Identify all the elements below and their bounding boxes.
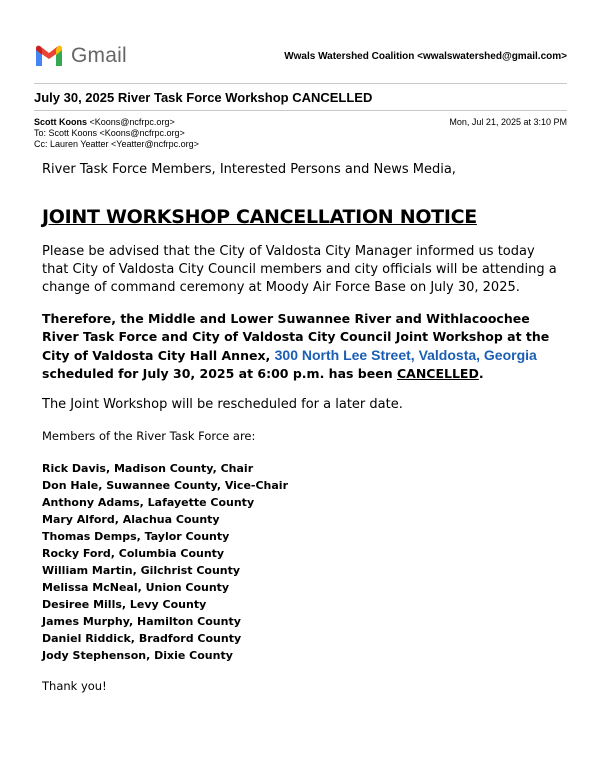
- cancellation-text-2: scheduled for July 30, 2025 at 6:00 p.m. has been: [42, 366, 397, 381]
- cancelled-word: CANCELLED: [396, 366, 479, 381]
- cancellation-period: .: [478, 366, 484, 381]
- cc-line: Cc: Lauren Yeatter <Yeatter@ncfrpc.org>: [34, 139, 199, 149]
- to-line: To: Scott Koons <Koons@ncfrpc.org>: [34, 128, 185, 138]
- cancellation-paragraph: [42, 310, 562, 383]
- members-intro: Members of the River Task Force are:: [42, 429, 256, 443]
- email-meta: [34, 117, 567, 150]
- header-divider: [34, 83, 567, 84]
- member-item: James Murphy, Hamilton County: [42, 615, 241, 628]
- member-item: Jody Stephenson, Dixie County: [42, 649, 233, 662]
- gmail-logo[interactable]: [34, 42, 134, 70]
- gmail-wordmark: Gmail: [71, 44, 127, 67]
- notice-title: JOINT WORKSHOP CANCELLATION NOTICE: [42, 206, 477, 228]
- gmail-header: [34, 42, 567, 70]
- sender-name: Scott Koons: [34, 117, 87, 127]
- email-subject: July 30, 2025 River Task Force Workshop CANCELLED: [34, 90, 373, 105]
- greeting: River Task Force Members, Interested Persons and News Media,: [42, 162, 456, 177]
- gmail-m-icon: [34, 45, 64, 68]
- address-link[interactable]: 300 North Lee Street, Valdosta, Georgia: [274, 347, 537, 363]
- cancellation-text-1: Therefore, the Middle and Lower Suwannee River and Withlacoochee River Task Force and City of Valdosta City Council Joint Workshop at the City of Valdosta City Hall Annex,: [42, 311, 550, 363]
- member-item: Thomas Demps, Taylor County: [42, 530, 230, 543]
- member-item: Melissa McNeal, Union County: [42, 581, 230, 594]
- reschedule-note: The Joint Workshop will be rescheduled for a later date.: [42, 397, 403, 412]
- account-identity: Wwals Watershed Coalition <wwalswatershed@gmail.com>: [284, 51, 567, 62]
- advisory-paragraph: Please be advised that the City of Valdosta City Manager informed us today that City of Valdosta City Council members and city officials will be attending a change of command ceremony at Moody Air Force Base on July 30, 2025.: [42, 244, 557, 295]
- sender-email: <Koons@ncfrpc.org>: [89, 117, 175, 127]
- email-date: Mon, Jul 21, 2025 at 3:10 PM: [449, 117, 567, 127]
- member-item: Don Hale, Suwannee County, Vice-Chair: [42, 479, 289, 492]
- member-item: Daniel Riddick, Bradford County: [42, 632, 242, 645]
- member-item: Mary Alford, Alachua County: [42, 513, 220, 526]
- subject-divider: [34, 110, 567, 111]
- member-item: Rick Davis, Madison County, Chair: [42, 462, 254, 475]
- member-item: Rocky Ford, Columbia County: [42, 547, 225, 560]
- members-list: [42, 460, 562, 664]
- member-item: Desiree Mills, Levy County: [42, 598, 207, 611]
- closing: Thank you!: [42, 679, 107, 693]
- member-item: Anthony Adams, Lafayette County: [42, 496, 255, 509]
- member-item: William Martin, Gilchrist County: [42, 564, 241, 577]
- email-body: [42, 161, 562, 694]
